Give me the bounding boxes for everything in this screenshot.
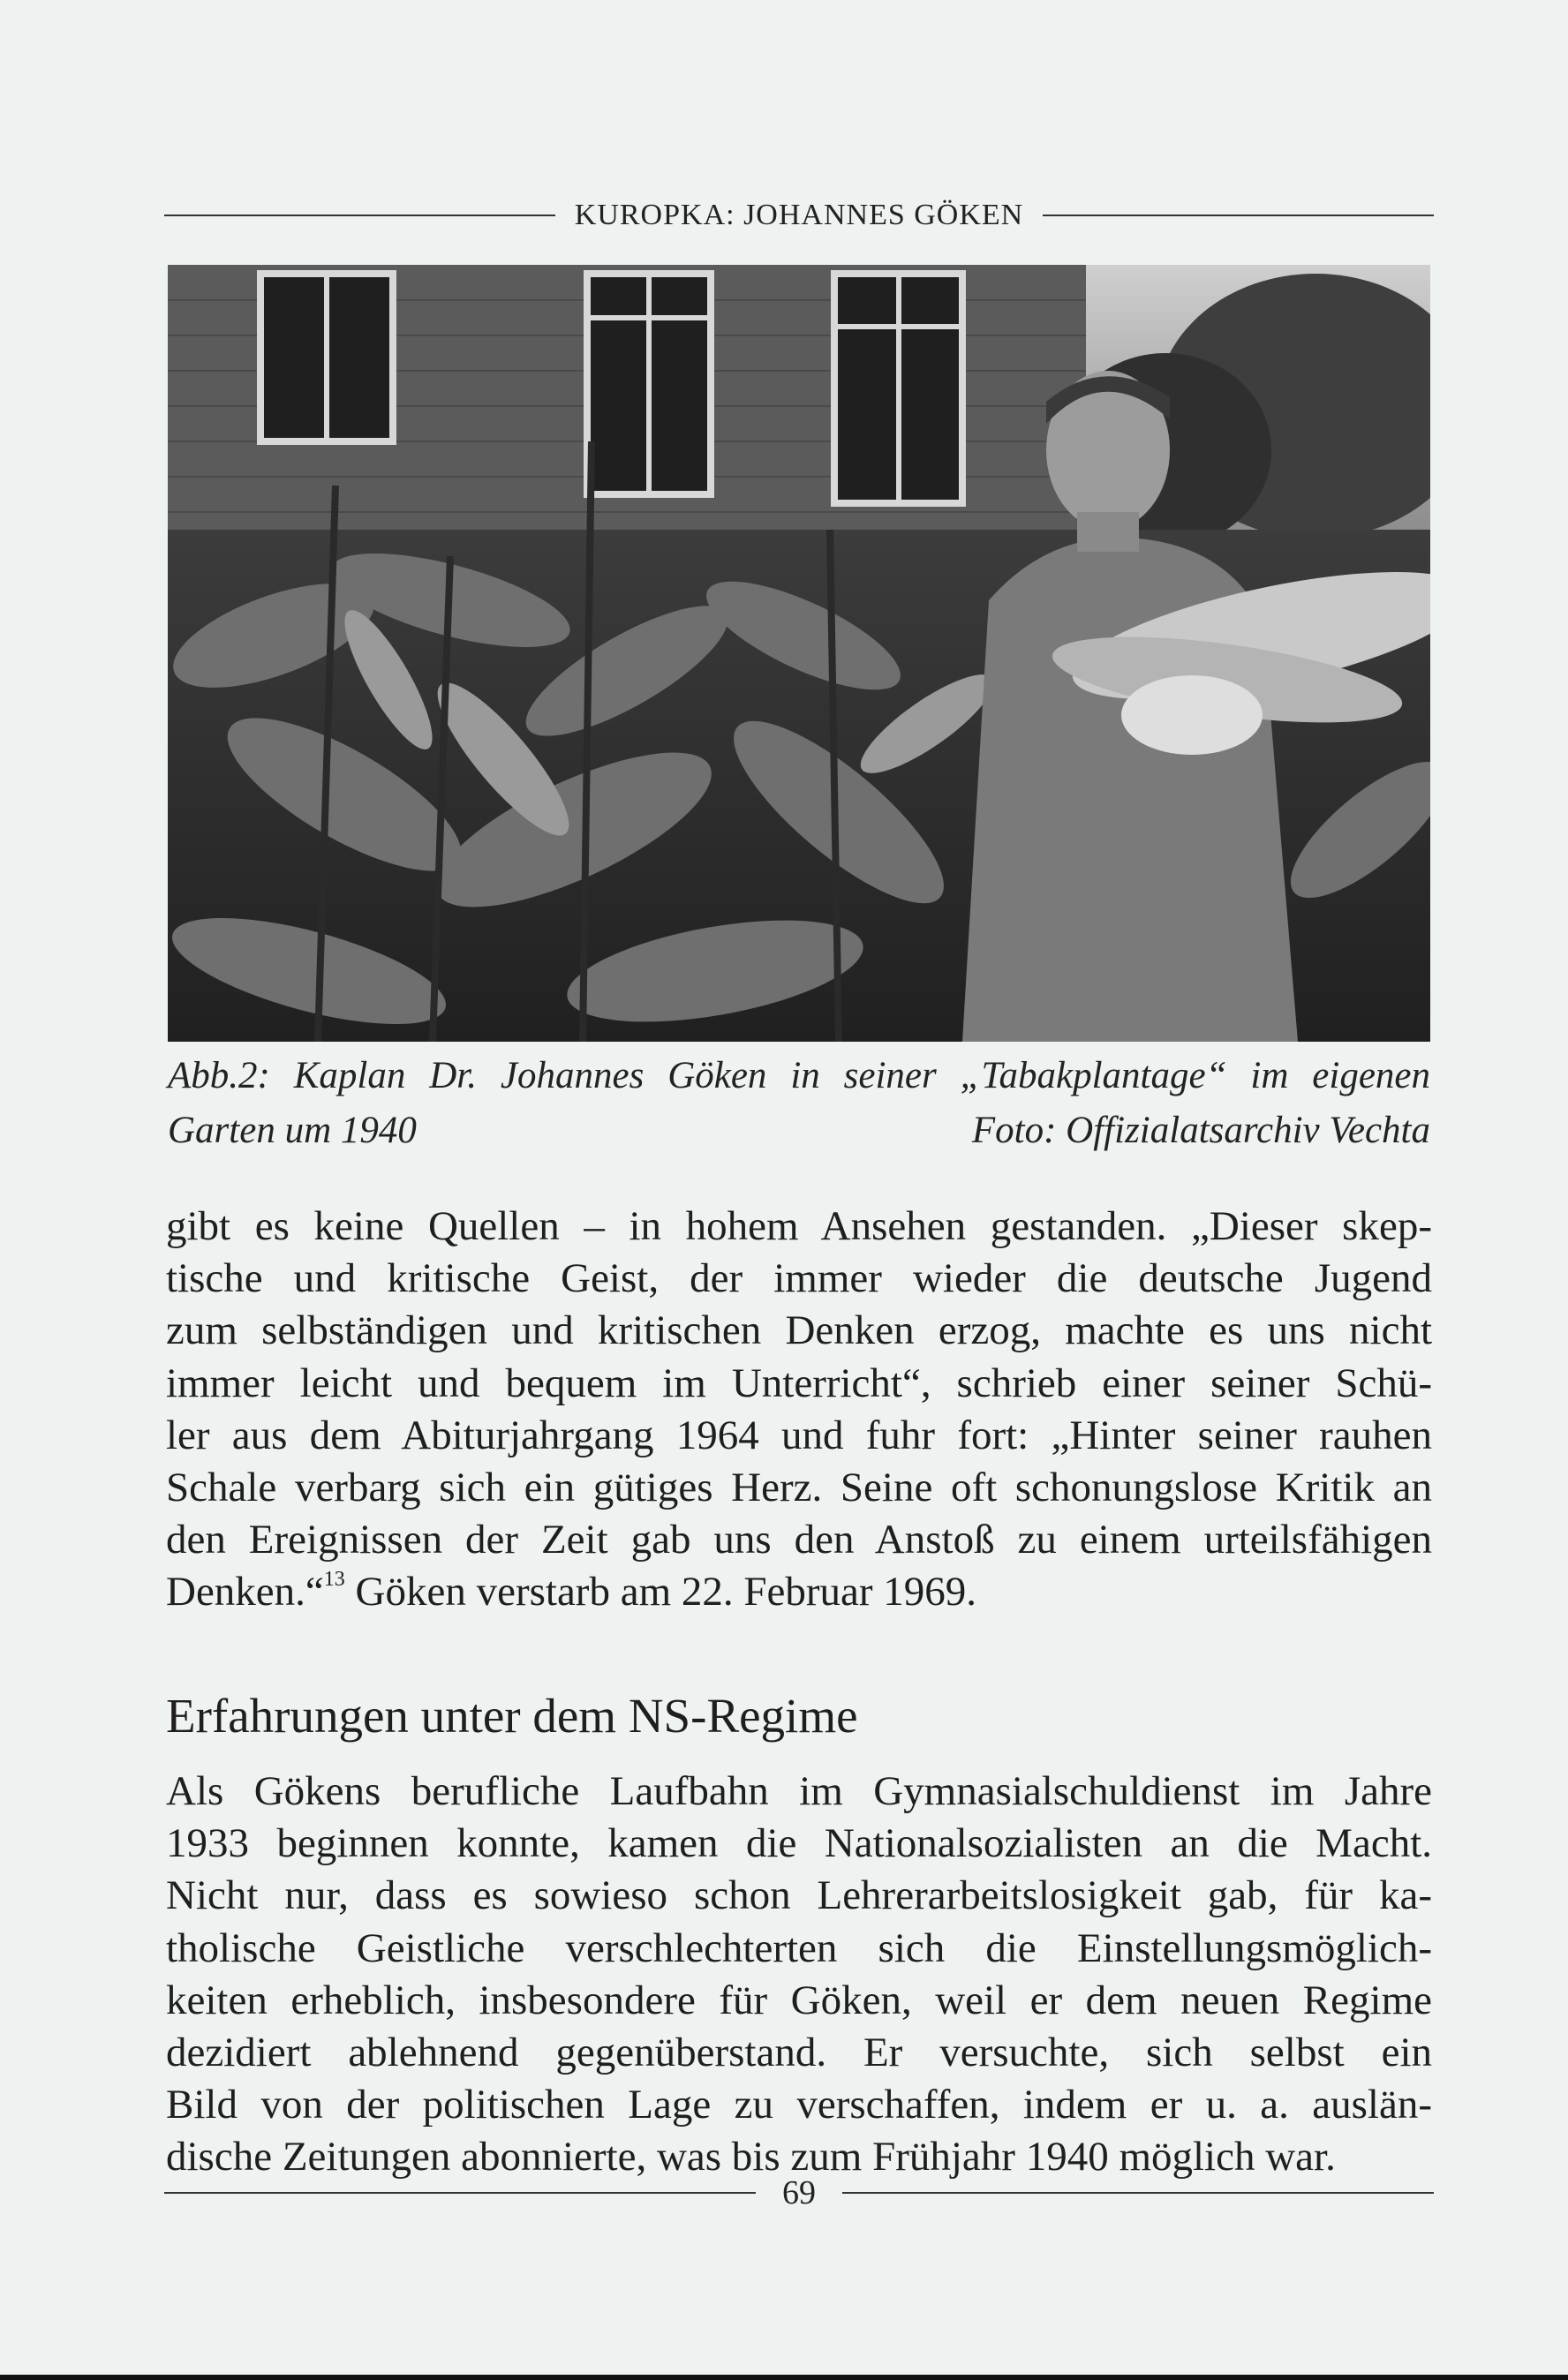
figure-caption-line-2 [168,1105,1430,1156]
photo-illustration [168,265,1430,1042]
paragraph-1 [166,1201,1432,1619]
running-header [164,189,1434,242]
running-footer [164,2168,1434,2218]
footer-rule-right [842,2192,1434,2194]
section-heading: Erfahrungen unter dem NS-Regime [166,1689,858,1743]
text-line: tholische Geistliche verschlechterten sich die Einstellungsmöglich- [166,1924,1432,1971]
text-fragment: Göken verstarb am 22. Februar 1969. [344,1569,977,1616]
footer-rule-left [164,2192,756,2194]
header-rule-left [164,215,555,216]
paragraph-2 [166,1766,1432,2184]
text-line: ler aus dem Abiturjahrgang 1964 und fuhr fort: „Hinter seiner rauhen [166,1412,1432,1458]
text-line: Als Gökens berufliche Laufbahn im Gymnasialschuldienst im Jahre [166,1768,1432,1814]
header-rule-right [1043,215,1434,216]
text-line: keiten erheblich, insbesondere für Göken, weil er dem neuen Regime [166,1977,1432,2023]
text-line-last [166,1566,1432,1618]
footnote-reference: 13 [323,1568,345,1592]
figure-caption-date: Garten um 1940 [168,1110,417,1151]
photo-man-in-tobacco-garden [168,265,1430,1042]
text-line: Bild von der politischen Lage zu verschaffen, indem er u. a. auslän- [166,2082,1432,2128]
text-line: 1933 beginnen konnte, kamen die Nationalsozialisten an die Macht. [166,1820,1432,1867]
text-line: dezidiert ablehnend gegenüberstand. Er versuchte, sich selbst ein [166,2029,1432,2075]
page-number: 69 [782,2174,816,2211]
page-bottom-edge [0,2375,1568,2380]
header-title: KUROPKA: JOHANNES GÖKEN [574,199,1024,231]
figure-caption-line-1: Abb.2: Kaplan Dr. Johannes Göken in seiner „Tabakplantage“ im eigenen [168,1055,1430,1096]
text-fragment: Denken.“ [166,1569,324,1616]
text-line: Nicht nur, dass es sowieso schon Lehrerarbeitslosigkeit gab, für ka- [166,1872,1432,1919]
text-line: den Ereignissen der Zeit gab uns den Anstoß zu einem urteilsfähigen [166,1517,1432,1563]
text-line: immer leicht und bequem im Unterricht“, schrieb einer seiner Schü- [166,1359,1432,1406]
text-line: zum selbständigen und kritischen Denken erzog, machte es uns nicht [166,1307,1432,1354]
text-line-last: dische Zeitungen abonnierte, was bis zum Frühjahr 1940 möglich war. [166,2134,1336,2180]
text-line: tische und kritische Geist, der immer wieder die deutsche Jugend [166,1255,1432,1302]
text-line: Schale verbarg sich ein gütiges Herz. Seine oft schonungslose Kritik an [166,1464,1432,1510]
text-line: gibt es keine Quellen – in hohem Ansehen gestanden. „Dieser skep- [166,1203,1432,1249]
figure-photo-credit: Foto: Offizialatsarchiv Vechta [971,1110,1430,1151]
